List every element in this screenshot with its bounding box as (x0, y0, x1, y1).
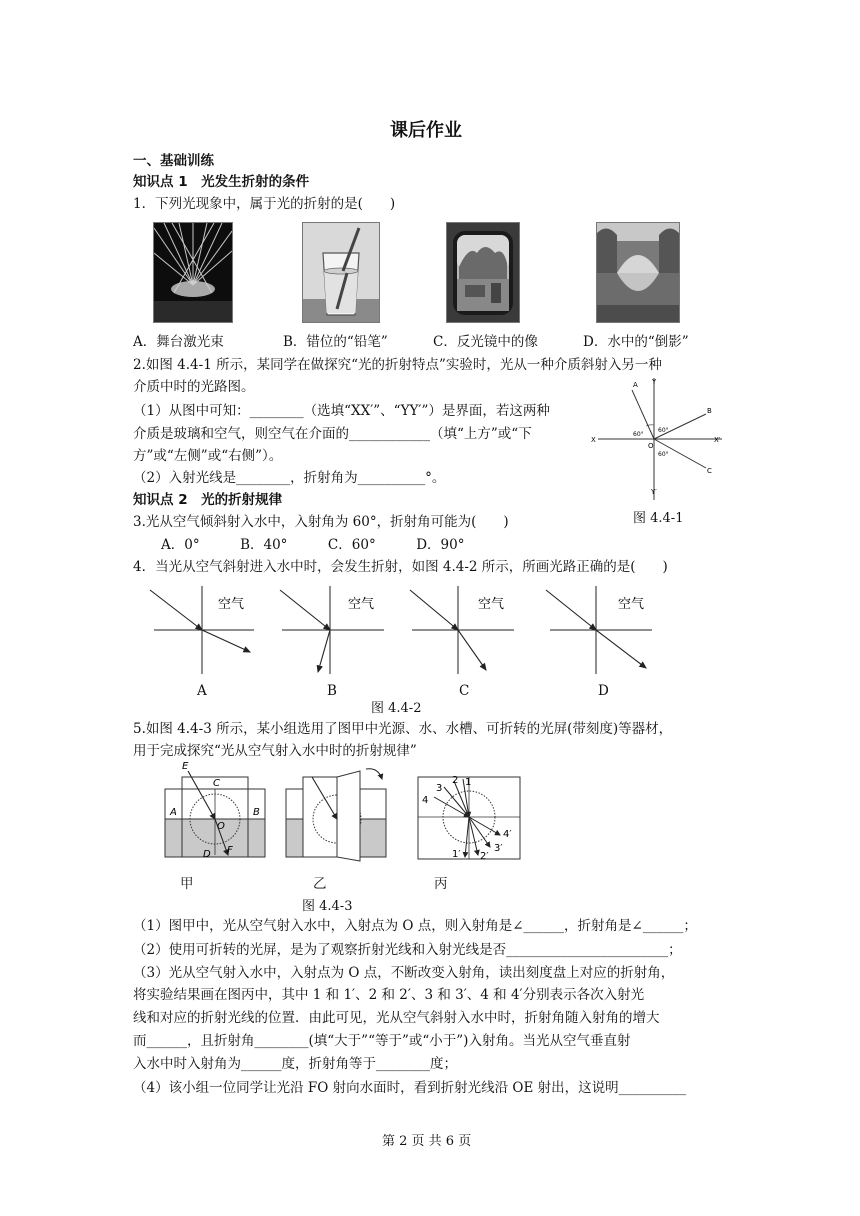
q2-line2: 介质中时的光路图。 (133, 379, 255, 395)
q5-part1: （1）图甲中，光从空气射入水中，入射点为 O 点，则入射角是∠______，折射角是∠______； (133, 918, 697, 934)
q5-part3b: 将实验结果画在图丙中，其中 1 和 1′、2 和 2′、3 和 3′、4 和 4′分别表示各次入射光 (133, 987, 645, 1003)
diagram-c (410, 586, 514, 674)
q5-part3c: 线和对应的折射光线的位置．由此可见，光从空气斜射入水中时，折射角随入射角的增大 (133, 1010, 660, 1026)
figure-4-4-1 (590, 376, 730, 506)
car-mirror-photo (446, 222, 520, 323)
figure-4-4-3-caption: 图 4.4-3 (302, 899, 353, 914)
diagram-b (280, 586, 384, 674)
label-c: C (707, 467, 712, 475)
q2-part1c: 方”或“左侧”或“右侧”）。 (133, 448, 283, 464)
number-1: 1 (465, 777, 472, 788)
number-2-prime: 2′ (480, 851, 489, 862)
page-footer: 第 2 页 共 6 页 (382, 1134, 472, 1149)
angle-label-1: 60° (633, 431, 644, 438)
letter-b: B (253, 807, 260, 818)
number-4-prime: 4′ (503, 829, 512, 840)
bridge-reflection-photo (596, 222, 680, 323)
page-title: 课后作业 (390, 120, 462, 141)
panel-bing (418, 775, 520, 862)
q4-label-b: B (327, 683, 337, 699)
label-b: B (707, 407, 712, 415)
knowledge-point-2: 知识点 2 光的折射规律 (133, 492, 283, 508)
label-a: A (633, 381, 638, 389)
q2-line1: 2.如图 4.4-1 所示，某同学在做探究“光的折射特点”实验时，光从一种介质斜射入另一种 (133, 357, 662, 373)
figure-4-4-3 (160, 757, 530, 867)
panel-label-bing: 丙 (434, 876, 448, 892)
figure-4-4-2-caption: 图 4.4-2 (371, 701, 422, 716)
q1-option-a: A．舞台激光束 (133, 334, 224, 350)
letter-f: F (227, 845, 233, 856)
q4-label-c: C (459, 683, 470, 699)
panel-yi (286, 769, 386, 861)
label-x: X (591, 436, 596, 444)
number-3: 3 (436, 783, 443, 794)
q5-part3a: （3）光从空气射入水中，入射点为 O 点，不断改变入射角，读出刻度盘上对应的折射角， (133, 965, 675, 981)
q5-part3d: 而______，且折射角________(填“大于”“等于”或“小于”)入射角。当光从空气垂直射 (133, 1033, 631, 1049)
q3-options: A．0° B．40° C．60° D．90° (161, 537, 465, 553)
diagram-d (546, 586, 652, 674)
letter-c: C (213, 778, 220, 789)
knowledge-point-1: 知识点 1 光发生折射的条件 (133, 174, 310, 190)
letter-d: D (203, 849, 211, 860)
angle-label-2: 60° (658, 427, 669, 434)
air-label: 空气 (348, 597, 375, 612)
number-2: 2 (452, 775, 459, 786)
panel-jia (165, 761, 265, 860)
letter-o: O (217, 821, 225, 832)
section-heading: 一、基础训练 (133, 153, 214, 169)
number-3-prime: 3′ (494, 843, 503, 854)
q4-label-a: A (197, 683, 207, 699)
q5-part2: （2）使用可折转的光屏，是为了观察折射光线和入射光线是否________________________； (133, 942, 682, 958)
q4-stem: 4．当光从空气斜射进入水中时，会发生折射，如图 4.4-2 所示，所画光路正确的是( ) (133, 559, 668, 575)
q3-stem: 3.光从空气倾斜射入水中，入射角为 60°，折射角可能为( ) (133, 514, 509, 530)
figure-4-4-2 (140, 580, 680, 680)
q2-part1a: （1）从图中可知：________（选填“XX′”、“YY′”）是界面，若这两种 (133, 403, 550, 419)
q5-part3e: 入水中时入射角为______度，折射角等于________度； (133, 1056, 457, 1072)
letter-a: A (170, 807, 177, 818)
q1-stem: 1．下列光现象中，属于光的折射的是( ) (133, 196, 396, 212)
panel-label-yi: 乙 (313, 876, 327, 892)
label-y-prime: Y′ (651, 488, 657, 496)
label-x-prime: X′ (714, 436, 721, 444)
stage-laser-photo (153, 222, 233, 323)
label-o: O (648, 442, 654, 450)
number-1-prime: 1′ (452, 849, 461, 860)
angle-label-3: 60° (658, 451, 669, 458)
q5-line2: 用于完成探究“光从空气射入水中时的折射规律” (133, 743, 417, 759)
number-4: 4 (422, 795, 429, 806)
air-label: 空气 (478, 597, 505, 612)
q5-line1: 5.如图 4.4-3 所示，某小组选用了图甲中光源、水、水槽、可折转的光屏(带刻度)等器材， (133, 721, 673, 737)
letter-e: E (182, 761, 189, 772)
q2-part1b: 介质是玻璃和空气，则空气在介面的____________（填“上方”或“下 (133, 426, 532, 442)
figure-4-4-1-caption: 图 4.4-1 (633, 511, 684, 526)
q1-option-c: C．反光镜中的像 (433, 334, 538, 350)
q5-part4: （4）该小组一位同学让光沿 FO 射向水面时，看到折射光线沿 OE 射出，这说明__________ (133, 1080, 687, 1096)
air-label: 空气 (218, 597, 245, 612)
q2-part2: （2）入射光线是________，折射角为__________°。 (133, 470, 446, 486)
panel-label-jia: 甲 (180, 876, 194, 892)
diagram-a (150, 586, 254, 674)
q1-option-d: D．水中的“倒影” (583, 334, 689, 350)
q1-option-b: B．错位的“铅笔” (283, 334, 388, 350)
pencil-in-glass-photo (302, 222, 380, 323)
label-y: Y (652, 378, 657, 386)
air-label: 空气 (618, 597, 645, 612)
q4-label-d: D (598, 683, 609, 699)
